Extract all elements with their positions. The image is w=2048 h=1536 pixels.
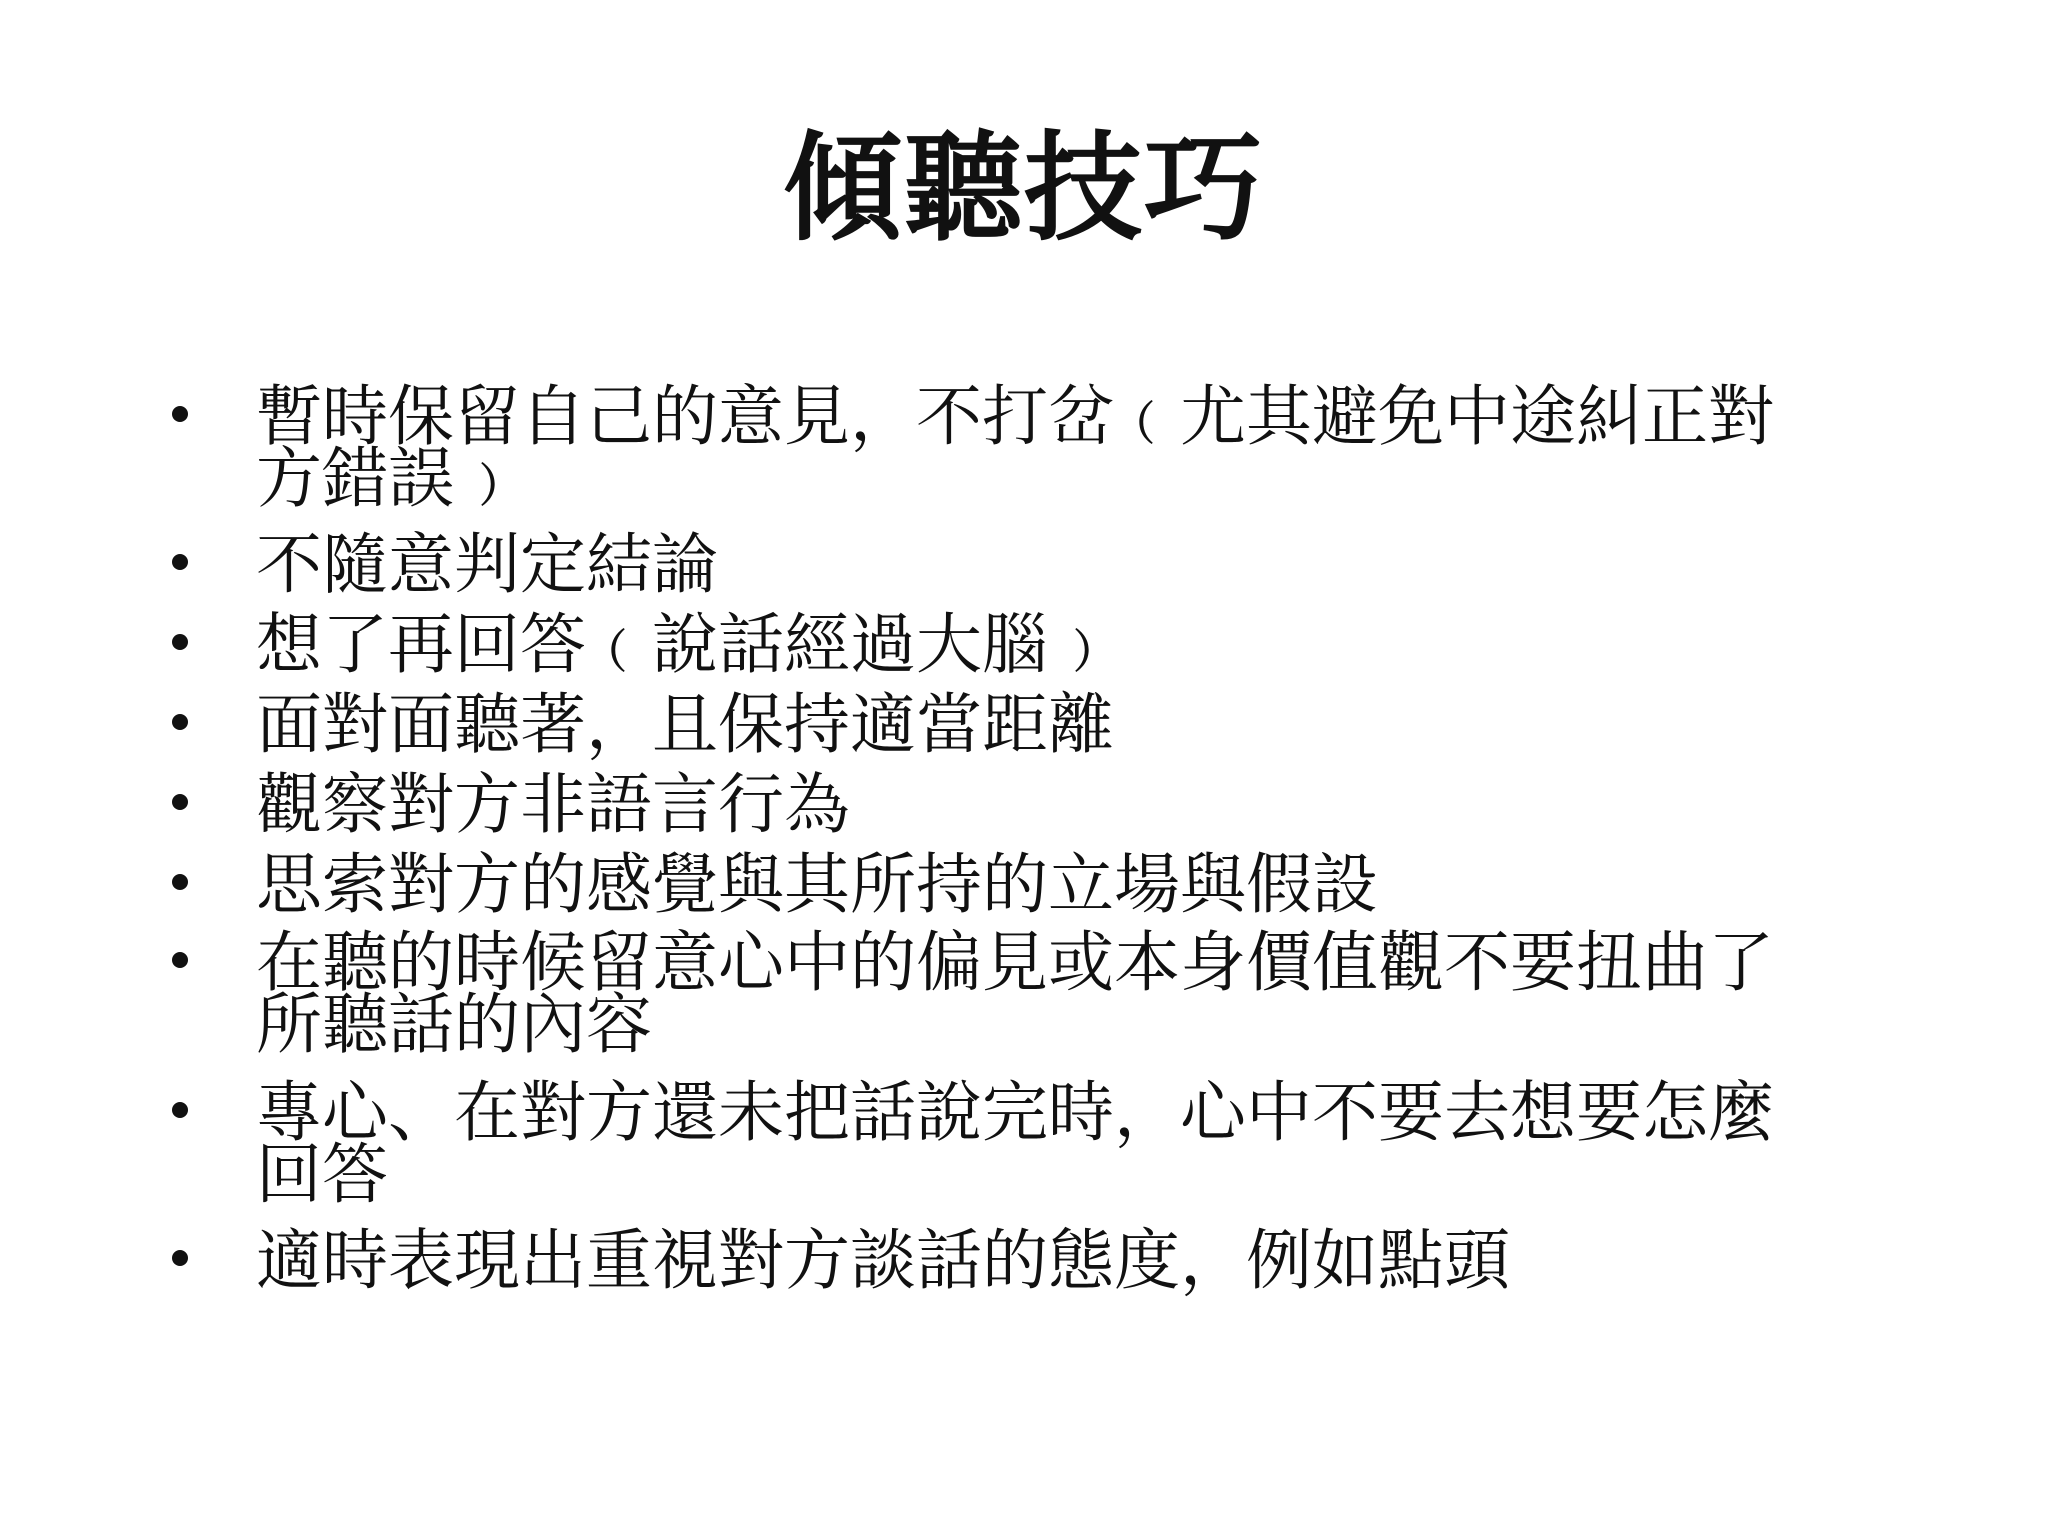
bullet-text: 面對面聽著，且保持適當距離	[256, 686, 1114, 763]
bullet-icon	[172, 1102, 188, 1118]
bullet-icon	[172, 794, 188, 810]
bullet-text: 觀察對方非語言行為	[256, 766, 850, 843]
bullet-icon	[172, 1250, 188, 1266]
bullet-text: 思索對方的感覺與其所持的立場與假設	[256, 846, 1378, 923]
bullet-icon	[172, 554, 188, 570]
bullet-text: 在聽的時候留意心中的偏見或本身價值觀不要扭曲了 所聽話的內容	[256, 924, 1774, 1063]
bullet-text: 適時表現出重視對方談話的態度，例如點頭	[256, 1222, 1510, 1299]
bullet-text: 專心、在對方還未把話說完時，心中不要去想要怎麼 回答	[256, 1074, 1774, 1213]
bullet-icon	[172, 714, 188, 730]
bullet-icon	[172, 874, 188, 890]
bullet-text: 想了再回答﹙說話經過大腦﹚	[256, 606, 1114, 683]
bullet-icon	[172, 406, 188, 422]
slide-title: 傾聽技巧	[783, 119, 1264, 257]
bullet-text: 暫時保留自己的意見，不打岔﹙尤其避免中途糾正對 方錯誤﹚	[256, 378, 1774, 517]
bullet-icon	[172, 952, 188, 968]
bullet-text: 不隨意判定結論	[256, 526, 718, 603]
bullet-icon	[172, 634, 188, 650]
